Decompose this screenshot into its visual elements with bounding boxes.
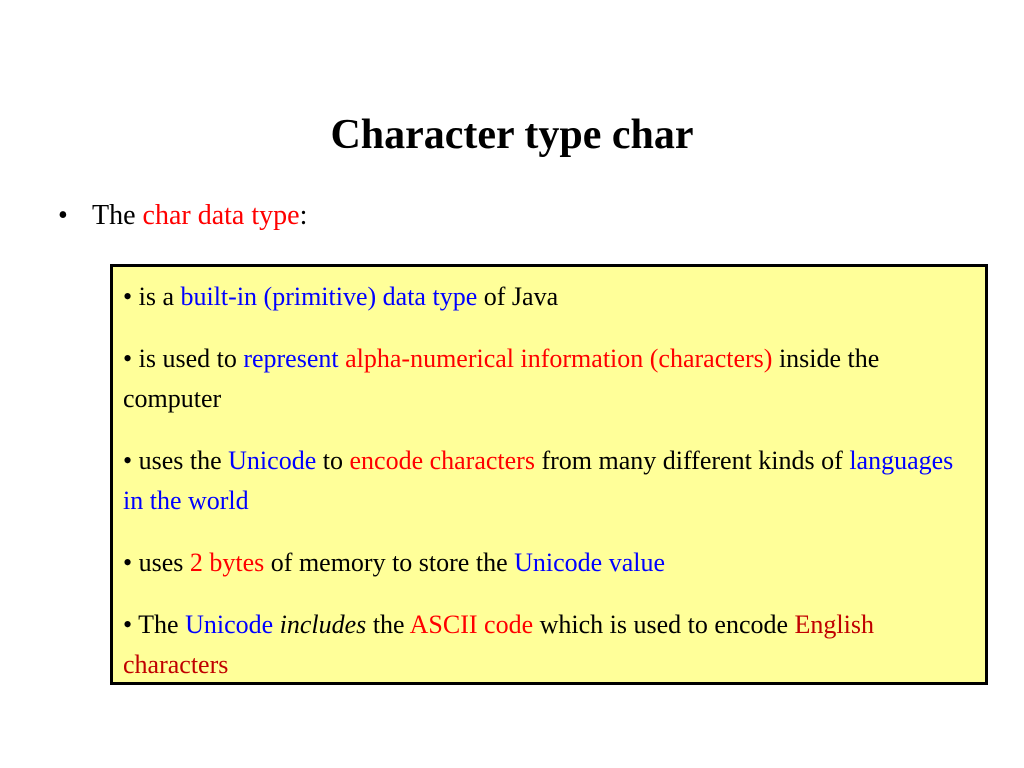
text-run-plain: of memory to store the [264, 548, 515, 577]
text-run-blue: built-in (primitive) data type [180, 282, 478, 311]
intro-highlight: char data type [142, 200, 300, 231]
definition-item [123, 277, 975, 317]
intro-line [58, 196, 307, 236]
text-run-dark-red: English characters [123, 610, 874, 679]
text-run-plain: • uses [123, 548, 190, 577]
text-run-plain: from many different kinds of [534, 446, 850, 475]
intro-text-after: : [299, 200, 308, 231]
intro-bullet: • [58, 200, 68, 231]
text-run-red: alpha-numerical information (characters) [345, 344, 773, 373]
text-run-plain: • The [123, 610, 186, 639]
definition-item [123, 605, 975, 685]
definition-item [123, 441, 975, 521]
text-run-blue: languages in the world [123, 446, 954, 515]
text-run-plain: to [316, 446, 350, 475]
text-run-blue: Unicode value [514, 548, 666, 577]
slide-title: Character type char [330, 112, 694, 158]
definition-item [123, 339, 975, 419]
text-run-plain: the [366, 610, 410, 639]
text-run-plain: • uses the [123, 446, 229, 475]
text-run-plain: • is a [123, 282, 181, 311]
intro-text-before: The [92, 200, 143, 231]
text-run-red: 2 bytes [189, 548, 265, 577]
text-run-red: ASCII code [409, 610, 534, 639]
definition-box [110, 264, 988, 685]
text-run-plain: which is used to encode [533, 610, 795, 639]
text-run-red: encode characters [349, 446, 535, 475]
text-run-plain: of Java [477, 282, 559, 311]
text-run-blue: represent [243, 344, 339, 373]
text-run-blue: Unicode [185, 610, 274, 639]
text-run-blue: Unicode [228, 446, 317, 475]
text-run-plain: inside the computer [123, 344, 880, 413]
text-run-plain: • is used to [123, 344, 244, 373]
text-run-italic: includes [279, 610, 367, 639]
definition-item [123, 543, 975, 583]
